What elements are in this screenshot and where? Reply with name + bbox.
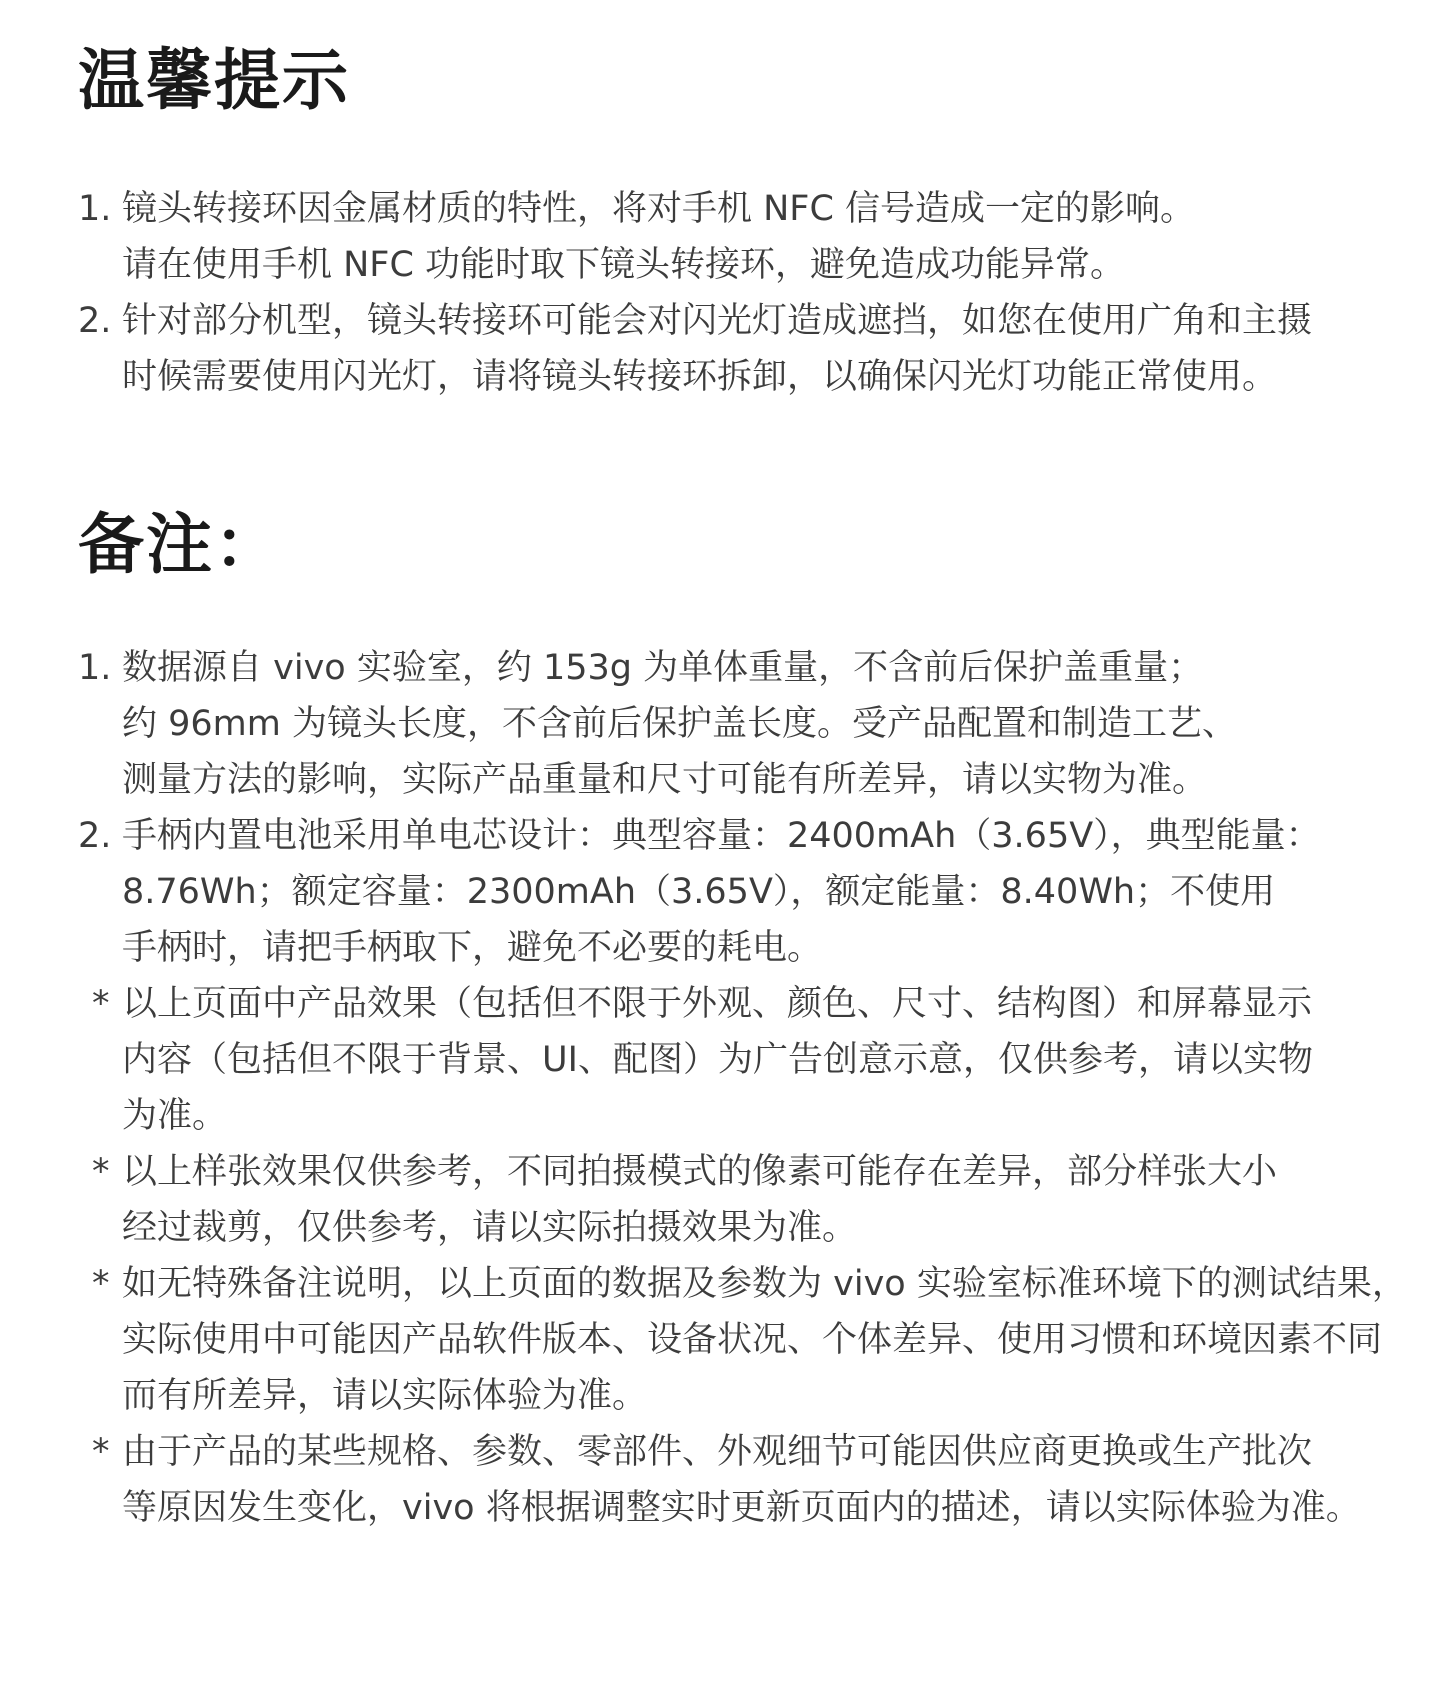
list-marker: * [92,1152,110,1192]
list-marker: * [92,984,110,1024]
text-line: 手柄内置电池采用单电芯设计：典型容量：2400mAh（3.65V），典型能量： [122,816,1321,856]
list-item [78,1424,1378,1536]
list-marker: 1. [78,648,112,688]
text-line: 为准。 [122,1096,228,1136]
tips-list [78,181,1378,405]
text-line: 约 96mm 为镜头长度，不含前后保护盖长度。受产品配置和制造工艺、 [122,704,1237,744]
list-item [78,1144,1378,1256]
list-marker: 2. [78,301,112,341]
text-line: 时候需要使用闪光灯，请将镜头转接环拆卸，以确保闪光灯功能正常使用。 [122,357,1278,397]
list-item [78,976,1378,1144]
text-line: 8.76Wh；额定容量：2300mAh（3.65V），额定能量：8.40Wh；不使用 [122,872,1276,912]
text-line: 请在使用手机 NFC 功能时取下镜头转接环，避免造成功能异常。 [122,245,1126,285]
text-line: 以上页面中产品效果（包括但不限于外观、颜色、尺寸、结构图）和屏幕显示 [122,984,1313,1024]
text-line: 以上样张效果仅供参考，不同拍摄模式的像素可能存在差异，部分样张大小 [122,1152,1278,1192]
list-marker: 2. [78,816,112,856]
list-item [78,808,1378,976]
text-line: 镜头转接环因金属材质的特性，将对手机 NFC 信号造成一定的影响。 [122,189,1196,229]
notes-list [78,640,1407,1536]
text-line: 针对部分机型，镜头转接环可能会对闪光灯造成遮挡，如您在使用广角和主摄 [122,301,1313,341]
list-marker: * [92,1432,110,1472]
notes-title: 备注： [78,506,282,583]
list-item [78,640,1378,808]
tips-title: 温馨提示 [78,42,350,119]
list-item [78,181,1378,293]
text-line: 经过裁剪，仅供参考，请以实际拍摄效果为准。 [122,1208,858,1248]
text-line: 数据源自 vivo 实验室，约 153g 为单体重量，不含前后保护盖重量； [122,648,1204,688]
text-line: 由于产品的某些规格、参数、零部件、外观细节可能因供应商更换或生产批次 [122,1432,1313,1472]
text-line: 等原因发生变化，vivo 将根据调整实时更新页面内的描述，请以实际体验为准。 [122,1488,1361,1528]
text-line: 手柄时，请把手柄取下，避免不必要的耗电。 [122,928,823,968]
text-line: 如无特殊备注说明，以上页面的数据及参数为 vivo 实验室标准环境下的测试结果， [122,1264,1407,1304]
list-item [78,293,1378,405]
list-marker: * [92,1264,110,1304]
text-line: 实际使用中可能因产品软件版本、设备状况、个体差异、使用习惯和环境因素不同 [122,1320,1383,1360]
text-line: 测量方法的影响，实际产品重量和尺寸可能有所差异，请以实物为准。 [122,760,1208,800]
text-line: 内容（包括但不限于背景、UI、配图）为广告创意示意，仅供参考，请以实物 [122,1040,1313,1080]
text-line: 而有所差异，请以实际体验为准。 [122,1376,648,1416]
list-item [78,1256,1407,1424]
list-marker: 1. [78,189,112,229]
